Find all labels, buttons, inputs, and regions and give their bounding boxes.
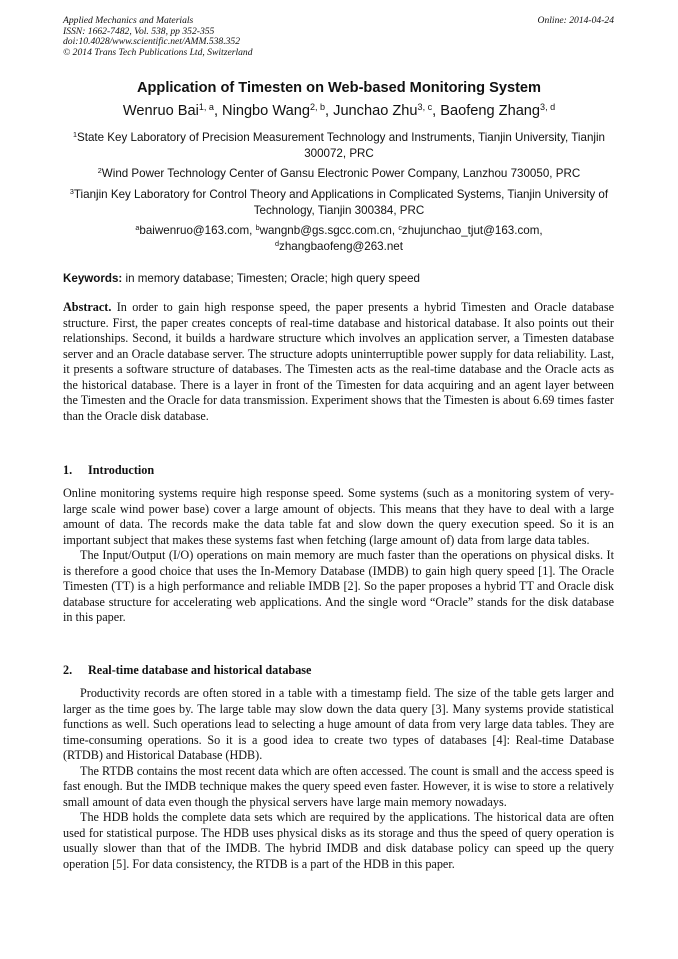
email-b: wangnb@gs.sgcc.com.cn, [259,224,399,237]
doi-line: doi:10.4028/www.scientific.net/AMM.538.352 [63,36,241,48]
section-heading [63,463,154,478]
abstract-text: In order to gain high response speed, the paper presents a hybrid Timesten and Oracle database structure. First, the paper creates concepts of real-time database and historical database. It also points out their relationships. Second, it builds a hardware structure which involves an application server, a Timesten database server and an Oracle database server. The structure adopts uninterruptible power supply for data reliability. Last, it presents a software structure of databases. The Timesten acts as the real-time database and the Oracle acts as the historical database. There is a layer in front of the Timesten for data acquiring and an agent layer between the Timesten and the Oracle for data transmission. Experiment shows that the Timesten is about 6.69 times faster than the Oracle disk database. [63,300,614,423]
author-name: Wenruo Bai [122,103,199,119]
section-number: 2. [63,663,73,677]
affiliation-1: $^1$State Key Laboratory of Precision Measurement Technology and Instruments, Tianjin University, Tianjin 300072, PRC [73,130,605,160]
section-number: 1. [63,463,73,477]
paragraph: The RTDB contains the most recent data which are often accessed. The count is small and the access speed is fast enough. But the IMDB technique makes the query speed even faster. However, it is wise to store a relatively small amount of data even though the physical servers have large main memory nowadays. [63,763,614,809]
author-sup: 1, a [198,102,214,113]
author-sup: 3, d [540,102,556,113]
paragraph: The HDB holds the complete data sets which are required by the applications. The historical data are often used for statistical purpose. The HDB uses physical disks as its storage and thus the speed of query operation is usually slower than that of the IMDB. The hybrid IMDB and disk database policy can speed up the query operation [5]. For data consistency, the RTDB is a part of the HDB in this paper. [63,810,614,871]
journal-name: Applied Mechanics and Materials [63,15,194,26]
keywords [63,272,623,285]
paragraph: Online monitoring systems require high response speed. Some systems (such as a monitoring system of very-large scale wind power base) cover a large amount of objects. This means that they have to deal with a large amount of data. The records make the data table fat and slow down the query execution speed. So it is an important subject that makes these systems fast when fetching (large amount of) data from large data tables. [63,486,614,547]
author-name: Ningbo Wang [222,103,310,119]
online-date: Online: 2014-04-24 [537,15,614,26]
email-c: zhujunchao_tjut@163.com, [401,224,543,237]
paper-title: Application of Timesten on Web-based Monitoring System [136,80,542,96]
affiliation-3: $^3$Tianjin Key Laboratory for Control Theory and Applications in Complicated Systems, Tianjin University of Technology, Tianjin 300384, PRC [69,187,609,217]
email-a: baiwenruo@163.com, [139,224,256,237]
author-name: Baofeng Zhang [440,103,541,119]
affiliation-2: $^2$Wind Power Technology Center of Gansu Electronic Power Company, Lanzhou 730050, PRC [97,166,581,180]
journal-header [63,16,253,58]
section-heading [63,663,311,678]
copyright-line: © 2014 Trans Tech Publications Ltd, Switzerland [63,46,253,58]
issn-line: ISSN: 1662-7482, Vol. 538, pp 352-355 [63,25,215,37]
email-d: zhangbaofeng@263.net [279,239,403,253]
keywords-label: Keywords: [63,272,123,285]
author-name: Junchao Zhu [333,103,418,119]
keywords-text: in memory database; Timesten; Oracle; high query speed [122,272,421,285]
author-sup: 3, c [417,102,433,113]
section-body [63,686,614,872]
paragraph: The Input/Output (I/O) operations on main memory are much faster than the operations on physical disks. It is therefore a good choice that uses the In-Memory Database (IMDB) to gain high query speed [1]. The Oracle Timesten (TT) is a high performance and reliable IMDB [2]. So the paper proposes a hybrid TT and Oracle disk database structure for accelerating web applications. And the single word “Oracle” stands for the disk database in this paper. [63,548,614,624]
paragraph: Productivity records are often stored in a table with a timestamp field. The size of the table gets larger and larger as the time goes by. The large table may slow down the data query [3]. Many systems provide statistical functions as well. Such operations lead to selecting a huge amount of data from very large data tables. They are time-consuming operations. So it is a good idea to create two types of databases [4]: Real-time Database (RTDB) and Historical Database (HDB). [63,686,614,762]
email-list: $^a$baiwenruo@163.com, $^b$wangnb@gs.sgcc.com.cn, $^c$zhujunchao_tjut@163.com, $^d$zhangbaofeng@263.net [135,223,543,253]
abstract-label: Abstract. [63,300,112,314]
section-body [63,486,614,626]
author-list: Wenruo Bai$^{1, a}$, Ningbo Wang$^{2, b}$, Junchao Zhu$^{3, c}$, Baofeng Zhang$^{3, d}$ [122,102,556,119]
abstract [63,300,614,424]
section-title: Real-time database and historical database [88,663,312,677]
author-sup: 2, b [309,102,326,113]
section-title: Introduction [88,463,155,477]
